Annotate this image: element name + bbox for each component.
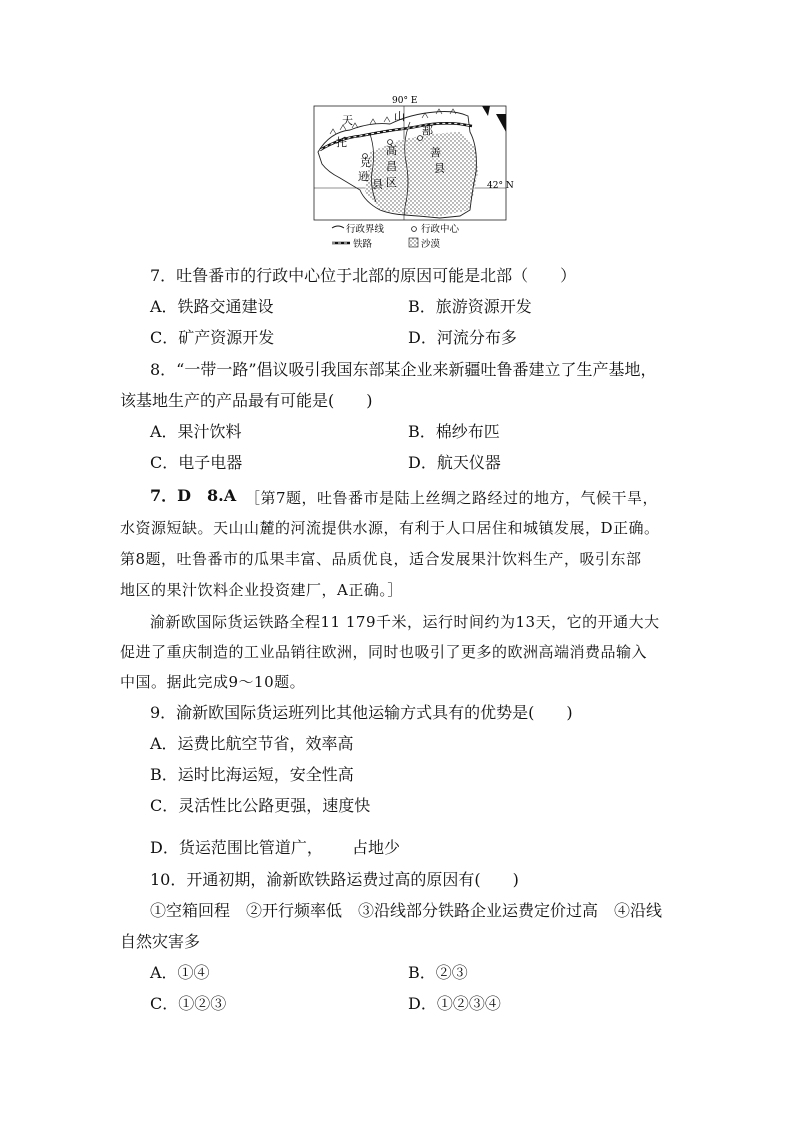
answer-explanation-line2: 水资源短缺。天山山麓的河流提供水源，有利于人口居住和城镇发展，D正确。 bbox=[120, 519, 660, 537]
q8-option-d: D．航天仪器 bbox=[408, 453, 501, 472]
place-char: 天 bbox=[342, 114, 353, 127]
dark-patch bbox=[496, 114, 506, 132]
q9-option-d-part1: D．货运范围比管道广， bbox=[150, 838, 323, 857]
place-char: 逊 bbox=[358, 170, 369, 183]
q10-stem: 10．开通初期，渝新欧铁路运费过高的原因有( ) bbox=[150, 870, 519, 889]
q10-items-line2: 自然灾害多 bbox=[120, 932, 201, 951]
lat-label: 42° N bbox=[487, 181, 514, 191]
place-char: 克 bbox=[360, 156, 371, 169]
answer-explanation-line3: 第8题，吐鲁番市的瓜果丰富、品质优良，适合发展果汁饮料生产，吸引东部 bbox=[120, 550, 642, 568]
q10-option-b: B．②③ bbox=[408, 963, 468, 982]
legend-desert-symbol bbox=[409, 238, 418, 247]
q9-option-a: A．运费比航空节省，效率高 bbox=[150, 734, 354, 753]
q7-option-a: A．铁路交通建设 bbox=[150, 297, 274, 316]
q8-option-b: B．棉纱布匹 bbox=[408, 422, 500, 441]
place-char: 昌 bbox=[386, 160, 397, 173]
place-char: 善 bbox=[430, 146, 441, 159]
legend-railway-label: 铁路 bbox=[353, 239, 373, 250]
q8-stem-line1: 8．“一带一路”倡议吸引我国东部某企业来新疆吐鲁番建立了生产基地， bbox=[150, 360, 657, 379]
legend-center-symbol bbox=[412, 227, 417, 232]
q8-option-c: C．电子电器 bbox=[150, 453, 243, 472]
place-char: 山 bbox=[394, 110, 405, 123]
map-figure bbox=[310, 92, 525, 252]
q8-option-a: A．果汁饮料 bbox=[150, 422, 242, 441]
place-char: 鄯 bbox=[422, 124, 433, 137]
q10-items-line1: ①空箱回程 ②开行频率低 ③沿线部分铁路企业运费定价过高 ④沿线 bbox=[150, 901, 663, 920]
place-char: 高 bbox=[386, 144, 397, 157]
q9-stem: 9．渝新欧国际货运班列比其他运输方式具有的优势是( ) bbox=[150, 703, 573, 722]
q8-stem-line2: 该基地生产的产品最有可能是( ) bbox=[120, 391, 373, 410]
passage-line3: 中国。据此完成9～10题。 bbox=[120, 673, 306, 691]
q7-option-b: B．旅游资源开发 bbox=[408, 297, 532, 316]
legend-boundary-label: 行政界线 bbox=[346, 224, 385, 235]
desert-area bbox=[365, 132, 478, 216]
q10-option-a: A．①④ bbox=[150, 963, 210, 982]
place-char: 区 bbox=[386, 176, 397, 189]
q7-option-d: D．河流分布多 bbox=[408, 328, 517, 347]
turpan-map bbox=[310, 92, 525, 252]
legend-center-label: 行政中心 bbox=[421, 224, 460, 235]
place-char: 托 bbox=[336, 136, 347, 149]
lon-label: 90° E bbox=[392, 96, 418, 106]
legend-desert-label: 沙漠 bbox=[421, 239, 441, 250]
passage-line2: 促进了重庆制造的工业品销往欧洲，同时也吸引了更多的欧洲高端消费品输入 bbox=[120, 643, 648, 661]
q9-option-b: B．运时比海运短，安全性高 bbox=[150, 765, 354, 784]
place-char: 县 bbox=[434, 162, 445, 175]
answer-explanation-line1: ［第7题，吐鲁番市是陆上丝绸之路经过的地方，气候干旱， bbox=[245, 489, 659, 507]
place-char: 县 bbox=[372, 178, 383, 191]
q10-option-d: D．①②③④ bbox=[408, 994, 501, 1013]
q9-option-c: C．灵活性比公路更强，速度快 bbox=[150, 796, 371, 815]
q9-option-d-part2: 占地少 bbox=[352, 838, 401, 857]
q10-option-c: C．①②③ bbox=[150, 994, 227, 1013]
q7-stem: 7．吐鲁番市的行政中心位于北部的原因可能是北部（ ） bbox=[150, 266, 577, 285]
passage-line1: 渝新欧国际货运铁路全程11 179千米，运行时间约为13天，它的开通大大 bbox=[150, 613, 660, 631]
q7-option-c: C．矿产资源开发 bbox=[150, 328, 275, 347]
answer-keys: 7．D 8.A bbox=[150, 486, 237, 505]
answer-explanation-line4: 地区的果汁饮料企业投资建厂，A正确。］ bbox=[120, 581, 403, 599]
dark-patch-2 bbox=[482, 106, 490, 116]
legend-boundary-symbol bbox=[332, 226, 344, 228]
